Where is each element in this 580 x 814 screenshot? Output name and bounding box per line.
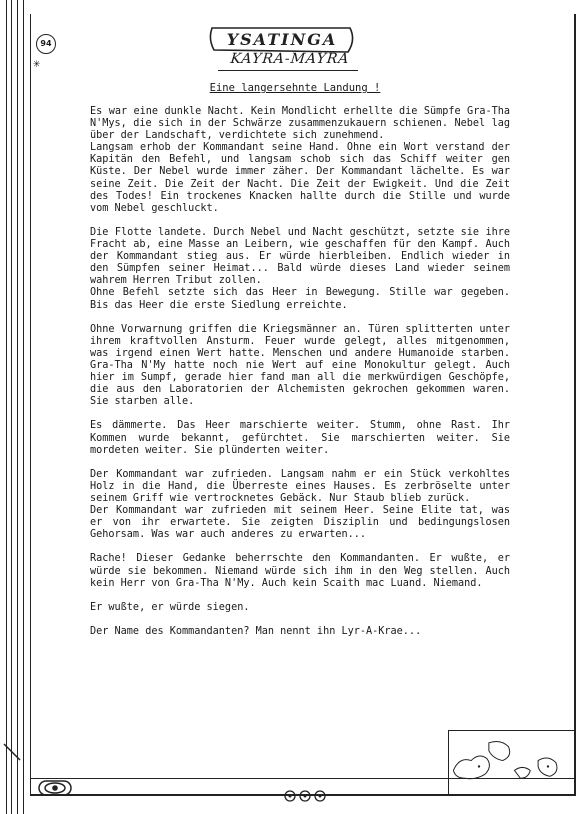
- paragraph: Ohne Vorwarnung griffen die Kriegsmänner an. Türen splitterten unter ihrem kraftvollen Ansturm. Feuer wurde gelegt, alles mitgenommen, was irgend einen Wert hatte. Menschen und andere Humanoide starben. Gra-Tha N'My hatte noch nie Wert auf eine Monokultur gelegt. Auch hier im Sumpf, gerade hier fand man all die merkwürdigen Geschöpfe, die aus den Laboratorien der Alchemisten gekrochen gekommen waren. Sie starben alle.: [90, 323, 510, 408]
- binder-line: [11, 0, 12, 814]
- paragraph: Er wußte, er würde siegen.: [90, 601, 250, 613]
- paragraph: Der Kommandant war zufrieden. Langsam nahm er ein Stück verkohltes Holz in die Hand, die Überreste eines Hauses. Es zerbröselte unter seinem Griff wie vertrocknetes Gebäck. Nur Staub blieb zurück. Der Kommandant war zufrieden mit seinem Heer. Seine Elite tat, was er von ihr erwartete. Sie zeigten Disziplin und bedingungslosen Gehorsam. Was war auch anderes zu erwarten...: [90, 468, 510, 541]
- article-body: [90, 106, 510, 650]
- paragraph: Es war eine dunkle Nacht. Kein Mondlicht erhellte die Sümpfe Gra-Tha N'Mys, die sich in der Schwärze zusammenzukauern schienen. Nebel lag über der Landschaft, verdichtete sich zunehmend. Langsam erhob der Kommandant seine Hand. Ohne ein Wort verstand der Kapitän den Befehl, und langsam schob sich das Schiff weiter gen Küste. Der Nebel wurde immer zäher. Der Kommandant lächelte. Es war seine Zeit. Die Zeit der Nacht. Die Zeit der Ewigkeit. Und die Zeit des Todes! Ein trockenes Knacken hallte durch die Stille und wurde vom Nebel geschluckt.: [90, 106, 510, 214]
- page-subtitle: KAYRA-MAYRA: [229, 51, 351, 67]
- footer-ornament-icon: [280, 790, 330, 802]
- star-icon: ✳: [33, 56, 41, 70]
- article-title: Eine langersehnte Landung !: [209, 82, 381, 94]
- logo-text: YSATINGA: [226, 30, 338, 49]
- paragraph: Rache! Dieser Gedanke beherrschte den Kommandanten. Er wußte, er würde sie bekommen. Niemand würde sich ihm in den Weg stellen. Auch kein Herr von Gra-Tha N'My. Auch kein Scaith mac Luand. Niemand.: [90, 553, 510, 589]
- binder-line: [6, 0, 7, 814]
- binder-mark-icon: [2, 742, 22, 762]
- map-icon: [448, 730, 576, 796]
- paragraph: Es dämmerte. Das Heer marschierte weiter. Stumm, ohne Rast. Ihr Kommen wurde bekannt, gefürchtet. Sie marschierten weiter. Sie mordeten weiter. Sie plünderten weiter.: [90, 420, 510, 456]
- paragraph: Der Name des Kommandanten? Man nennt ihn Lyr-A-Krae...: [90, 626, 422, 638]
- binder-line: [17, 0, 18, 814]
- subtitle-underline: [218, 70, 358, 71]
- paragraph: Die Flotte landete. Durch Nebel und Nacht geschützt, setzte sie ihre Fracht ab, eine Masse an Leibern, wie geschaffen für den Kampf. Auch der Kommandant stieg aus. Er würde hierbleiben. Endlich wieder in den Sümpfen seiner Heimat... Bald würde dieses Land wieder seinem wahrem Herren Tribut zollen. Ohne Befehl setzte sich das Heer in Bewegung. Stille war gegeben. Bis das Heer die erste Siedlung erreichte.: [90, 226, 510, 311]
- binder-strip: [0, 0, 24, 814]
- page-number: 94: [36, 34, 56, 54]
- eye-icon: [38, 780, 72, 796]
